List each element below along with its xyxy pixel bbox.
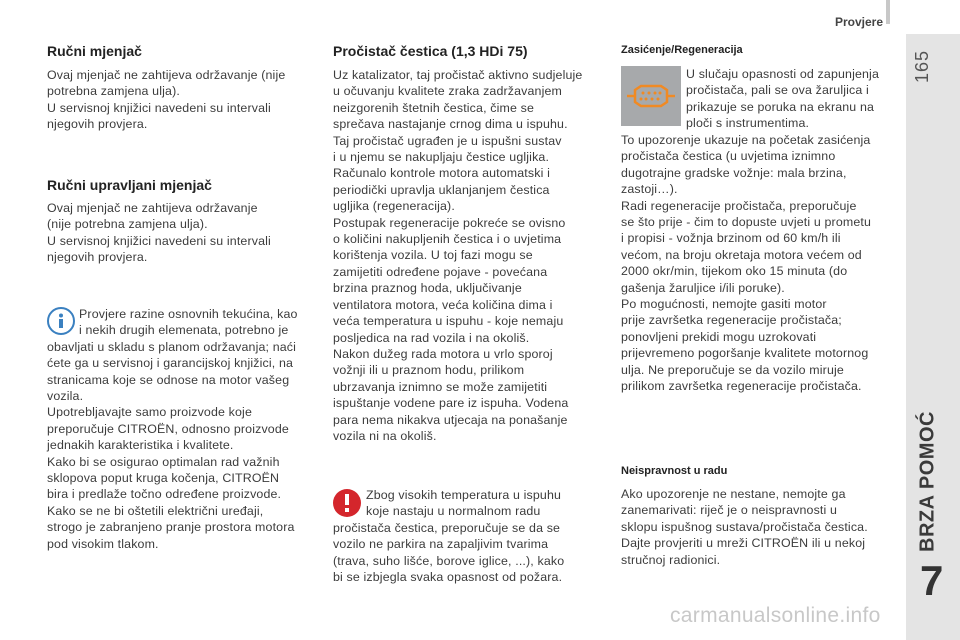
text-line: gašenja žaruljice i/ili poruke). — [621, 280, 785, 295]
text-line: Ako upozorenje ne nestane, nemojte ga — [621, 487, 846, 501]
automated-gearbox-text — [47, 200, 271, 266]
text-line: vozilo ne parkira na zapaljivim tvarima — [333, 537, 549, 552]
text-line: i u njemu se nakupljaju čestice ugljika. — [333, 150, 550, 165]
page-number — [912, 44, 936, 90]
text-line: ulja. Ne preporučuje se da vozilo miruje — [621, 362, 844, 377]
text-line: zastoji…). — [621, 182, 678, 197]
text-line: brzina praznog hoda, uključivanje — [333, 281, 522, 296]
text-line: Nakon dužeg rada motora u vrlo sporoj — [333, 346, 553, 361]
text-line: (trava, suho lišće, borove iglice, ...), kako — [333, 553, 565, 568]
text-line: pod visokim tlakom. — [47, 536, 159, 551]
text-line: pročistača čestica, preporučuje se da se — [333, 520, 561, 535]
text-line: Dajte provjeriti u mreži CITROËN ili u nekoj — [621, 536, 866, 551]
text-line: i nekih drugih elemenata, potrebno je — [79, 323, 289, 338]
text-line: Radi regeneracije pročistača, preporučuje — [621, 198, 857, 213]
text-line: strogo je zabranjeno pranje prostora motora — [47, 520, 295, 535]
watermark: carmanualsonline.info — [670, 604, 881, 627]
text-line: posljedica na rad vozila i na okoliš. — [333, 330, 530, 345]
text-line: 2000 okr/min, tijekom oko 15 minuta (do — [621, 264, 848, 279]
text-line: ubrzavanja iznimno se može zamijetiti — [333, 379, 548, 394]
text-line: U servisnoj knjižici navedeni su intervali — [47, 100, 271, 115]
text-line: o količini nakupljenih čestica i o uvjetima — [333, 232, 562, 247]
text-line: neizgorenih štetnih čestica, čime se — [333, 100, 534, 115]
text-line: sklopu ispušnog sustava/pročistača čestica. — [621, 519, 868, 534]
heading-manual-gearbox: Ručni mjenjač — [47, 43, 142, 59]
heading-malfunction: Neispravnost u radu — [621, 465, 728, 477]
text-line: zanemarivati: riječ je o neispravnosti u — [621, 503, 838, 518]
text-line: većom, na broju okretaja motora većem od — [621, 247, 862, 262]
text-line: u očuvanju kvalitete zraka zadržavanjem — [333, 84, 562, 99]
text-line: Ovaj mjenjač ne zahtijeva održavanje (nije — [47, 68, 286, 82]
chapter-title-text: BRZA POMOĆ — [916, 411, 939, 552]
text-line: dugotrajne gradske vožnje: mala brzina, — [621, 165, 847, 180]
text-line: periodički upravlja uklanjanjem čestica — [333, 182, 550, 197]
text-line: Postupak regeneracije pokreće se ovisno — [333, 215, 566, 230]
text-line: ventilatora motora, veća količina dima i — [333, 297, 553, 312]
text-line: vozila. — [47, 389, 84, 404]
heading-particle-filter: Pročistač čestica (1,3 HDi 75) — [333, 43, 528, 59]
malfunction-text — [621, 486, 868, 568]
info-note — [47, 306, 298, 552]
text-line: U slučaju opasnosti od zapunjenja — [686, 67, 879, 81]
text-line: Uz katalizator, taj pročistač aktivno sudjeluje — [333, 68, 583, 82]
text-line: ispuštanje vodene pare iz ispuha. Vodena — [333, 396, 569, 411]
heading-saturation-regeneration: Zasićenje/Regeneracija — [621, 44, 743, 56]
text-line: jednakih karakteristika i kvalitete. — [47, 438, 234, 453]
text-line: bi se izbjegla svaka opasnost od požara. — [333, 570, 563, 585]
text-line: prijevremeno pogoršanje kvalitete motornog — [621, 346, 869, 361]
particle-filter-icon — [621, 66, 681, 126]
text-line: se što prije - čim to dopuste uvjeti u prometu — [621, 215, 872, 230]
saturation-text — [621, 132, 871, 395]
text-line: ponovljeni prekidi mogu uzrokovati — [621, 329, 817, 344]
text-line: koje nastaju u normalnom radu — [366, 504, 541, 519]
text-line: Taj pročistač ugrađen je u ispušni sustav — [333, 133, 562, 148]
particle-filter-text — [333, 67, 582, 444]
text-line: zamijetiti određene pojave - povećana — [333, 264, 548, 279]
page-header-title: Provjere — [834, 15, 883, 29]
warning-note — [333, 487, 564, 585]
text-line: prilikom završetka regeneracije pročistača. — [621, 379, 862, 394]
heading-automated-gearbox: Ručni upravljani mjenjač — [47, 177, 212, 193]
text-line: Provjere razine osnovnih tekućina, kao — [79, 307, 298, 321]
particle-filter-glyph — [621, 66, 681, 126]
text-line: Ovaj mjenjač ne zahtijeva održavanje — [47, 201, 258, 215]
text-line: sprečava nastajanje crnog dima u ispuhu. — [333, 117, 568, 132]
text-line: njegovih provjera. — [47, 250, 148, 265]
text-line: preporučuje CITROËN, odnosno proizvode — [47, 421, 289, 436]
text-line: i propisi - vožnja brzinom od 60 km/h ili — [621, 231, 841, 246]
text-line: prije završetka regeneracije pročistača; — [621, 313, 842, 328]
text-line: Kako se ne bi oštetili električni uređaji, — [47, 503, 264, 518]
text-line: para nema nikakva utjecaja na ponašanje — [333, 412, 568, 427]
text-line: stranicama koje se odnose na motor vašeg — [47, 372, 290, 387]
text-line: Kako bi se osigurao optimalan rad važnih — [47, 454, 280, 469]
text-line: To upozorenje ukazuje na početak zasićenja — [621, 133, 871, 147]
text-line: vožnji ili u praznom hodu, prilikom — [333, 363, 525, 378]
text-line: vozila ni na okoliš. — [333, 428, 437, 443]
text-line: Računalo kontrole motora automatski i — [333, 166, 550, 181]
text-line: ćete ga u servisnoj i garancijskoj knjižici, na — [47, 356, 294, 371]
text-line: potrebna zamjena ulja). — [47, 84, 180, 99]
text-line: stručnoj radionici. — [621, 552, 721, 567]
text-line: veća temperatura u ispuhu - koje nemaju — [333, 314, 564, 329]
text-line: pročistača, pali se ova žaruljica i — [686, 83, 869, 98]
text-line: (nije potrebna zamjena ulja). — [47, 217, 208, 232]
text-line: ploči s instrumentima. — [686, 116, 810, 131]
text-line: korištenja vozila. U toj fazi mogu se — [333, 248, 533, 263]
text-line: ugljika (regeneracija). — [333, 199, 455, 214]
text-line: Po mogućnosti, nemojte gasiti motor — [621, 297, 827, 312]
chapter-title — [898, 400, 958, 580]
text-line: pročistača čestica (u uvjetima iznimno — [621, 149, 836, 164]
saturation-icon-caption — [686, 66, 879, 132]
text-line: njegovih provjera. — [47, 117, 148, 132]
chapter-number: 7 — [920, 557, 944, 604]
header-rule — [886, 0, 890, 24]
text-line: bira i predlaže točno određene proizvode. — [47, 487, 282, 502]
page-number-text: 165 — [912, 49, 933, 84]
text-line: Upotrebljavajte samo proizvode koje — [47, 405, 252, 420]
text-line: obavljati u skladu s planom održavanja; naći — [47, 339, 297, 354]
manual-gearbox-text — [47, 67, 285, 133]
text-line: U servisnoj knjižici navedeni su intervali — [47, 233, 271, 248]
text-line: sklopova poput kruga kočenja, CITROËN — [47, 471, 280, 486]
text-line: prikazuje se poruka na ekranu na — [686, 99, 875, 114]
text-line: Zbog visokih temperatura u ispuhu — [366, 488, 562, 502]
